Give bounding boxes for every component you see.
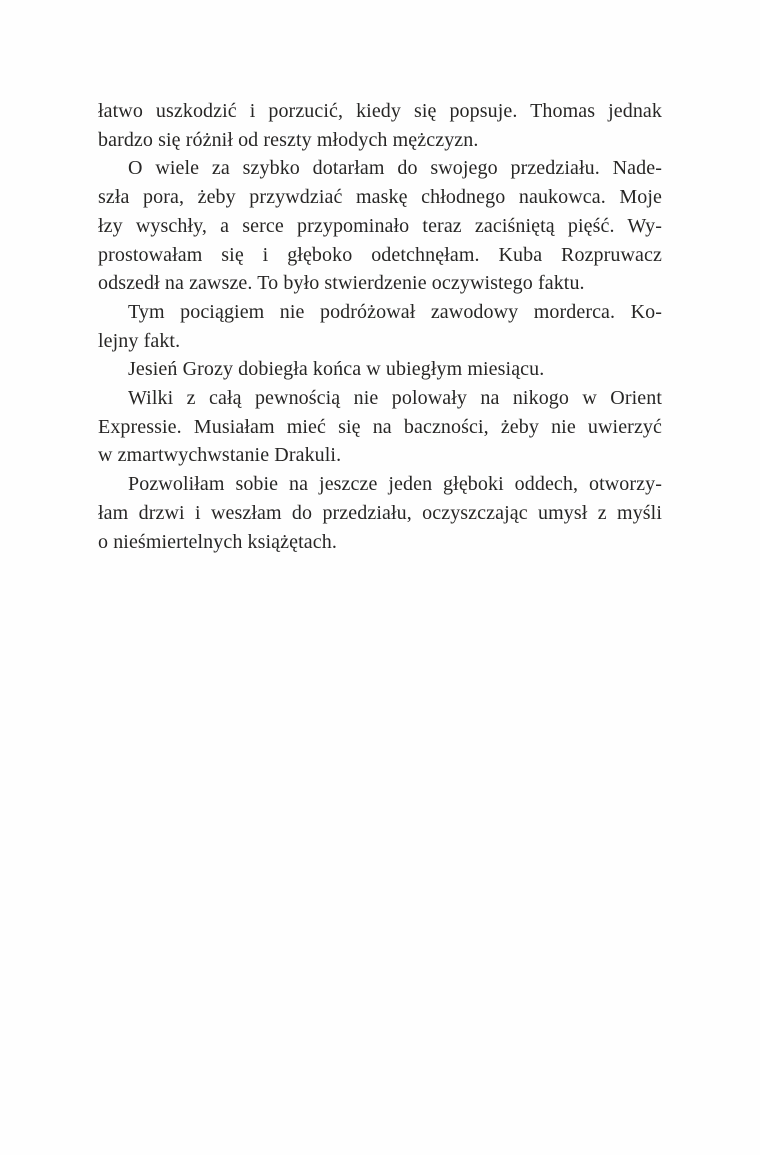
text-line: szła pora, żeby przywdziać maskę chłodnego naukowca. Moje (98, 186, 662, 209)
text-line: O wiele za szybko dotarłam do swojego przedziału. Nade- (128, 157, 662, 180)
text-line: odszedł na zawsze. To było stwierdzenie oczywistego faktu. (98, 272, 585, 295)
text-line: łam drzwi i weszłam do przedziału, oczyszczając umysł z myśli (98, 501, 662, 524)
text-line: lejny fakt. (98, 329, 181, 352)
text-line: Tym pociągiem nie podróżował zawodowy morderca. Ko- (128, 300, 662, 323)
text-line: Expressie. Musiałam mieć się na baczności, żeby nie uwierzyć (98, 415, 662, 438)
body-text-block (98, 97, 662, 556)
text-line: o nieśmiertelnych książętach. (98, 530, 337, 553)
text-line: łatwo uszkodzić i porzucić, kiedy się popsuje. Thomas jednak (98, 100, 662, 122)
text-line: Wilki z całą pewnością nie polowały na nikogo w Orient (128, 387, 662, 410)
text-line: Pozwoliłam sobie na jeszcze jeden głęboki oddech, otworzy- (128, 473, 662, 496)
text-line: Jesień Grozy dobiegła końca w ubiegłym miesiącu. (128, 358, 545, 381)
text-line: w zmartwychwstanie Drakuli. (98, 444, 342, 467)
text-line: łzy wyschły, a serce przypominało teraz zaciśniętą pięść. Wy- (98, 214, 662, 237)
text-line: bardzo się różnił od reszty młodych mężczyzn. (98, 128, 479, 151)
text-line: prostowałam się i głęboko odetchnęłam. Kuba Rozpruwacz (98, 243, 662, 266)
